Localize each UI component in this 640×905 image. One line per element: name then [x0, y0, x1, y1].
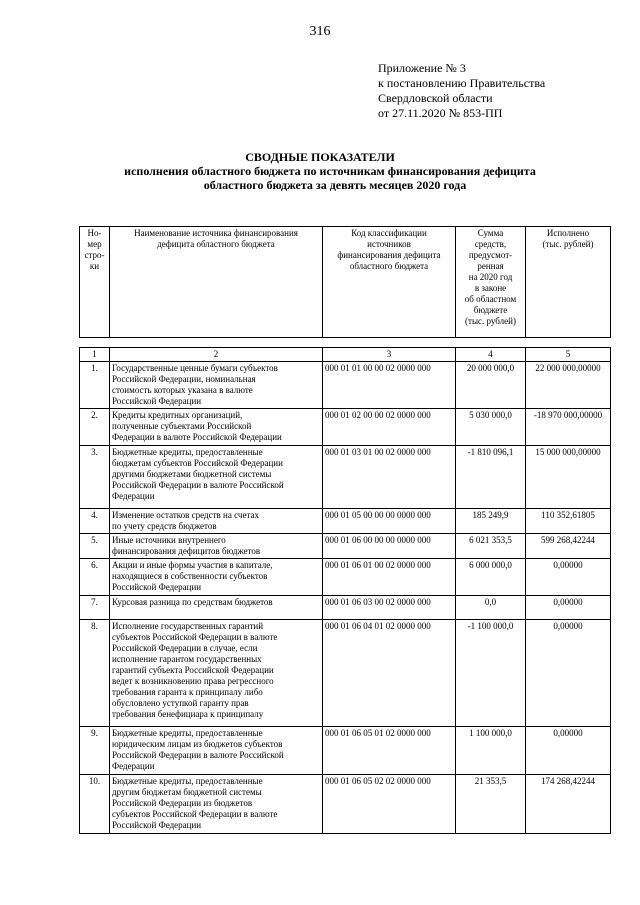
- row-classification-code: 000 01 06 01 00 02 0000 000: [323, 559, 456, 596]
- row-planned-amount: 185 249,9: [456, 509, 526, 534]
- table-row: [80, 559, 611, 596]
- row-number: 8.: [80, 620, 110, 727]
- row-planned-amount: 1 100 000,0: [456, 727, 526, 775]
- row-executed-amount: 0,00000: [526, 559, 611, 596]
- page-number: 316: [309, 24, 331, 39]
- appendix-line: от 27.11.2020 № 853-ПП: [378, 106, 503, 120]
- row-classification-code: 000 01 06 05 02 02 0000 000: [323, 775, 456, 834]
- row-number: 2.: [80, 409, 110, 446]
- row-planned-amount: 21 353,5: [456, 775, 526, 834]
- row-number: 10.: [80, 775, 110, 834]
- row-source-name: Исполнение государственных гарантий субъектов Российской Федерации в валюте Российской Федерации в случае, если исполнение гарантом государственных гарантий субъекта Российской Федерации ведет к возникновению права регрессного требования гаранта к принципалу либо обусловлено уступкой гаранту прав требования бенефициара к принципалу: [110, 620, 323, 727]
- table-row: [80, 534, 611, 559]
- row-executed-amount: -18 970 000,00000: [526, 409, 611, 446]
- data-table: [79, 347, 611, 834]
- row-number: 5.: [80, 534, 110, 559]
- row-number: 4.: [80, 509, 110, 534]
- row-planned-amount: 6 000 000,0: [456, 559, 526, 596]
- row-number: 9.: [80, 727, 110, 775]
- header-planned-amount: Сумма средств, предусмот- ренная на 2020 год в законе об областном бюджете (тыс. рублей): [456, 227, 526, 338]
- row-executed-amount: 15 000 000,00000: [526, 446, 611, 509]
- row-planned-amount: -1 810 096,1: [456, 446, 526, 509]
- row-executed-amount: 0,00000: [526, 596, 611, 620]
- row-source-name: Курсовая разница по средствам бюджетов: [110, 596, 323, 620]
- row-number: 1.: [80, 362, 110, 409]
- row-classification-code: 000 01 06 04 01 02 0000 000: [323, 620, 456, 727]
- row-classification-code: 000 01 06 05 01 02 0000 000: [323, 727, 456, 775]
- column-number: 4: [456, 348, 526, 362]
- row-executed-amount: 174 268,42244: [526, 775, 611, 834]
- row-planned-amount: 0,0: [456, 596, 526, 620]
- row-source-name: Акции и иные формы участия в капитале, находящиеся в собственности субъектов Российской Федерации: [110, 559, 323, 596]
- row-classification-code: 000 01 02 00 00 02 0000 000: [323, 409, 456, 446]
- row-source-name: Иные источники внутреннего финансирования дефицитов бюджетов: [110, 534, 323, 559]
- row-executed-amount: 110 352,61805: [526, 509, 611, 534]
- table-row: [80, 775, 611, 834]
- row-source-name: Изменение остатков средств на счетах по учету средств бюджетов: [110, 509, 323, 534]
- table-row: [80, 362, 611, 409]
- row-executed-amount: 0,00000: [526, 727, 611, 775]
- title-line: исполнения областного бюджета по источникам финансирования дефицита: [124, 164, 536, 178]
- row-number: 7.: [80, 596, 110, 620]
- table-row: [80, 596, 611, 620]
- row-planned-amount: 5 030 000,0: [456, 409, 526, 446]
- row-classification-code: 000 01 05 00 00 00 0000 000: [323, 509, 456, 534]
- column-number: 5: [526, 348, 611, 362]
- row-executed-amount: 0,00000: [526, 620, 611, 727]
- row-planned-amount: 6 021 353,5: [456, 534, 526, 559]
- table-row: [80, 509, 611, 534]
- table-row: [80, 620, 611, 727]
- title-line: областного бюджета за девять месяцев 2020 года: [203, 178, 467, 192]
- row-planned-amount: -1 100 000,0: [456, 620, 526, 727]
- row-executed-amount: 599 268,42244: [526, 534, 611, 559]
- column-number: 1: [80, 348, 110, 362]
- row-classification-code: 000 01 01 00 00 02 0000 000: [323, 362, 456, 409]
- row-number: 3.: [80, 446, 110, 509]
- appendix-block: [378, 61, 545, 121]
- row-classification-code: 000 01 03 01 00 02 0000 000: [323, 446, 456, 509]
- title-line: СВОДНЫЕ ПОКАЗАТЕЛИ: [245, 150, 395, 164]
- column-number-row: [80, 348, 611, 362]
- table-row: [80, 446, 611, 509]
- row-planned-amount: 20 000 000,0: [456, 362, 526, 409]
- table-row: [80, 409, 611, 446]
- appendix-line: Приложение № 3: [378, 61, 466, 75]
- column-number: 2: [110, 348, 323, 362]
- row-source-name: Бюджетные кредиты, предоставленные бюджетам субъектов Российской Федерации другими бюджетами бюджетной системы Российской Федерации в валюте Российской Федерации: [110, 446, 323, 509]
- header-source-name: Наименование источника финансирования дефицита областного бюджета: [110, 227, 323, 338]
- row-executed-amount: 22 000 000,00000: [526, 362, 611, 409]
- header-row-number: Но- мер стро- ки: [80, 227, 110, 338]
- row-classification-code: 000 01 06 03 00 02 0000 000: [323, 596, 456, 620]
- row-source-name: Государственные ценные бумаги субъектов Российской Федерации, номинальная стоимость которых указана в валюте Российской Федерации: [110, 362, 323, 409]
- header-classification-code: Код классификации источников финансирования дефицита областного бюджета: [323, 227, 456, 338]
- document-title: [0, 150, 640, 192]
- appendix-line: к постановлению Правительства: [378, 76, 546, 90]
- header-executed-amount: Исполнено (тыс. рублей): [526, 227, 611, 338]
- appendix-line: Свердловской области: [378, 91, 493, 105]
- column-number: 3: [323, 348, 456, 362]
- row-classification-code: 000 01 06 00 00 00 0000 000: [323, 534, 456, 559]
- table-header: [79, 226, 611, 338]
- row-source-name: Кредиты кредитных организаций, полученные субъектами Российской Федерации в валюте Российской Федерации: [110, 409, 323, 446]
- row-source-name: Бюджетные кредиты, предоставленные другим бюджетам бюджетной системы Российской Федерации из бюджетов субъектов Российской Федерации в валюте Российской Федерации: [110, 775, 323, 834]
- row-source-name: Бюджетные кредиты, предоставленные юридическим лицам из бюджетов субъектов Российской Федерации в валюте Российской Федерации: [110, 727, 323, 775]
- table-row: [80, 727, 611, 775]
- row-number: 6.: [80, 559, 110, 596]
